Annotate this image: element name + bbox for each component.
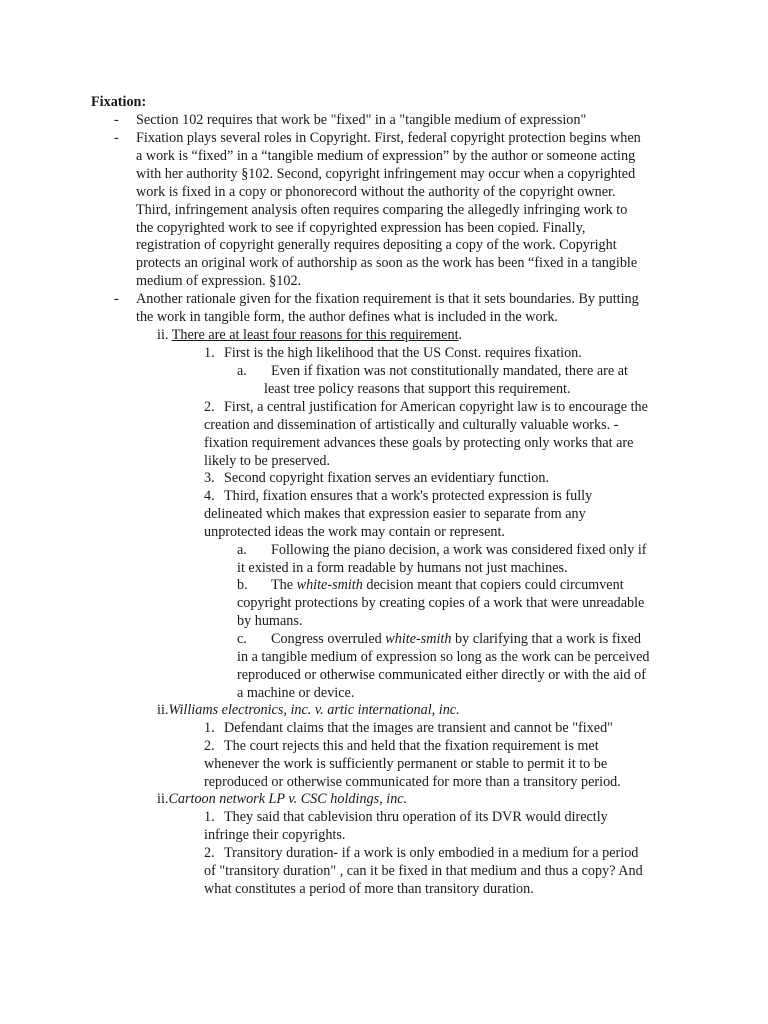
text-line: the work in tangible form, the author defines what is included in the work. (136, 308, 558, 325)
text-line: whenever the work is sufficiently permanent or stable to permit it to be (204, 755, 608, 772)
text-line: in a tangible medium of expression so long as the work can be perceived (237, 648, 650, 665)
list-item (204, 399, 648, 471)
subsection-title: There are at least four reasons for this requirement (171, 327, 459, 343)
list-item (204, 488, 592, 542)
item-letter: c. (237, 631, 247, 647)
text-line: Fixation plays several roles in Copyright. First, federal copyright protection begins when (136, 130, 641, 146)
list-marker: ii. (157, 702, 169, 718)
subsection-williams (157, 702, 460, 720)
text-line: it existed in a form readable by humans not just machines. (237, 559, 568, 576)
text-line: Following the piano decision, a work was considered fixed only if (271, 542, 647, 558)
text-line: Third, infringement analysis often requires comparing the allegedly infringing work to (136, 201, 628, 218)
list-item (204, 809, 608, 845)
subsection-reasons (157, 327, 462, 345)
item-text: Defendant claims that the images are transient and cannot be "fixed" (224, 720, 613, 736)
list-marker: ii. (157, 791, 169, 807)
text-line: likely to be preserved. (204, 452, 331, 469)
case-name: white-smith (296, 577, 363, 593)
text-line: what constitutes a period of more than transitory duration. (204, 880, 534, 897)
text-line: reproduced or otherwise communicated for more than a transitory period. (204, 773, 621, 790)
list-item (237, 542, 647, 578)
list-item (204, 345, 582, 363)
text-line: unprotected ideas the work may contain or represent. (204, 523, 505, 540)
item-number: 2. (204, 738, 215, 754)
bullet-paragraph (136, 291, 639, 327)
text-line: Even if fixation was not constitutionally mandated, there are at (271, 363, 628, 379)
item-number: 2. (204, 399, 215, 415)
text-line: protects an original work of authorship as soon as the work has been “fixed in a tangible (136, 255, 638, 272)
item-letter: a. (237, 363, 247, 379)
text-line: a machine or device. (237, 684, 355, 701)
text-line: They said that cablevision thru operation of its DVR would directly (224, 809, 608, 825)
text-run: by clarifying that a work is fixed (451, 631, 641, 647)
list-item (204, 738, 621, 792)
text-line: with her authority §102. Second, copyright infringement may occur when a copyrighted (136, 165, 636, 182)
case-title: Cartoon network LP v. CSC holdings, inc. (168, 791, 408, 807)
text-line: creation and dissemination of artistically and culturally valuable works. - (204, 416, 619, 433)
item-number: 3. (204, 470, 215, 486)
list-marker: ii. (157, 327, 169, 343)
text-line: Another rationale given for the fixation requirement is that it sets boundaries. By putting (136, 291, 639, 307)
item-text: First is the high likelihood that the US Const. requires fixation. (224, 345, 582, 361)
item-number: 1. (204, 809, 215, 825)
text-line: delineated which makes that expression easier to separate from any (204, 505, 586, 522)
list-item (237, 363, 628, 399)
text-run: Congress overruled (271, 631, 386, 647)
text-line: The court rejects this and held that the fixation requirement is met (224, 738, 599, 754)
text-run: decision meant that copiers could circumvent (362, 577, 624, 593)
bullet-marker: - (114, 291, 119, 307)
item-number: 2. (204, 845, 215, 861)
text-line: fixation requirement advances these goals by protecting only works that are (204, 434, 634, 451)
text-line: of "transitory duration" , can it be fixed in that medium and thus a copy? And (204, 862, 643, 879)
text-line: registration of copyright generally requires depositing a copy of the work. Copyright (136, 237, 617, 254)
section-heading: Fixation: (91, 94, 147, 110)
list-item (204, 470, 549, 488)
item-text: Second copyright fixation serves an evidentiary function. (224, 470, 550, 486)
text-line: Transitory duration- if a work is only embodied in a medium for a period (224, 845, 639, 861)
item-letter: a. (237, 542, 247, 558)
list-item (237, 631, 650, 703)
item-number: 1. (204, 345, 215, 361)
list-item (204, 720, 613, 738)
text-line: First, a central justification for American copyright law is to encourage the (224, 399, 648, 415)
text-line: medium of expression. §102. (136, 273, 302, 290)
bullet-marker: - (114, 130, 119, 146)
list-item (204, 845, 643, 899)
case-name: white-smith (385, 631, 452, 647)
case-title: Williams electronics, inc. v. artic international, inc. (168, 702, 460, 718)
text-line: least tree policy reasons that support this requirement. (264, 380, 571, 397)
bullet-paragraph (136, 130, 641, 291)
text-line: infringe their copyrights. (204, 826, 346, 843)
bullet-marker: - (114, 112, 119, 128)
item-number: 4. (204, 488, 215, 504)
title-punctuation: . (458, 327, 463, 343)
text-line: reproduced or otherwise communicated either directly or with the aid of (237, 666, 646, 683)
text-line: by humans. (237, 612, 303, 629)
text-line: copyright protections by creating copies of a work that were unreadable (237, 594, 645, 611)
text-line: the copyrighted work to see if copyrighted expression has been copied. Finally, (136, 219, 586, 236)
bullet-text: Section 102 requires that work be "fixed" in a "tangible medium of expression" (136, 112, 587, 128)
item-letter: b. (237, 577, 248, 593)
subsection-cartoon (157, 791, 407, 809)
text-line: Third, fixation ensures that a work's protected expression is fully (224, 488, 593, 504)
text-line: work is fixed in a copy or phonorecord without the authority of the copyright owner. (136, 183, 616, 200)
list-item (237, 577, 644, 631)
text-run: The (271, 577, 297, 593)
item-number: 1. (204, 720, 215, 736)
text-line: a work is “fixed” in a “tangible medium of expression” by the author or someone acting (136, 147, 636, 164)
